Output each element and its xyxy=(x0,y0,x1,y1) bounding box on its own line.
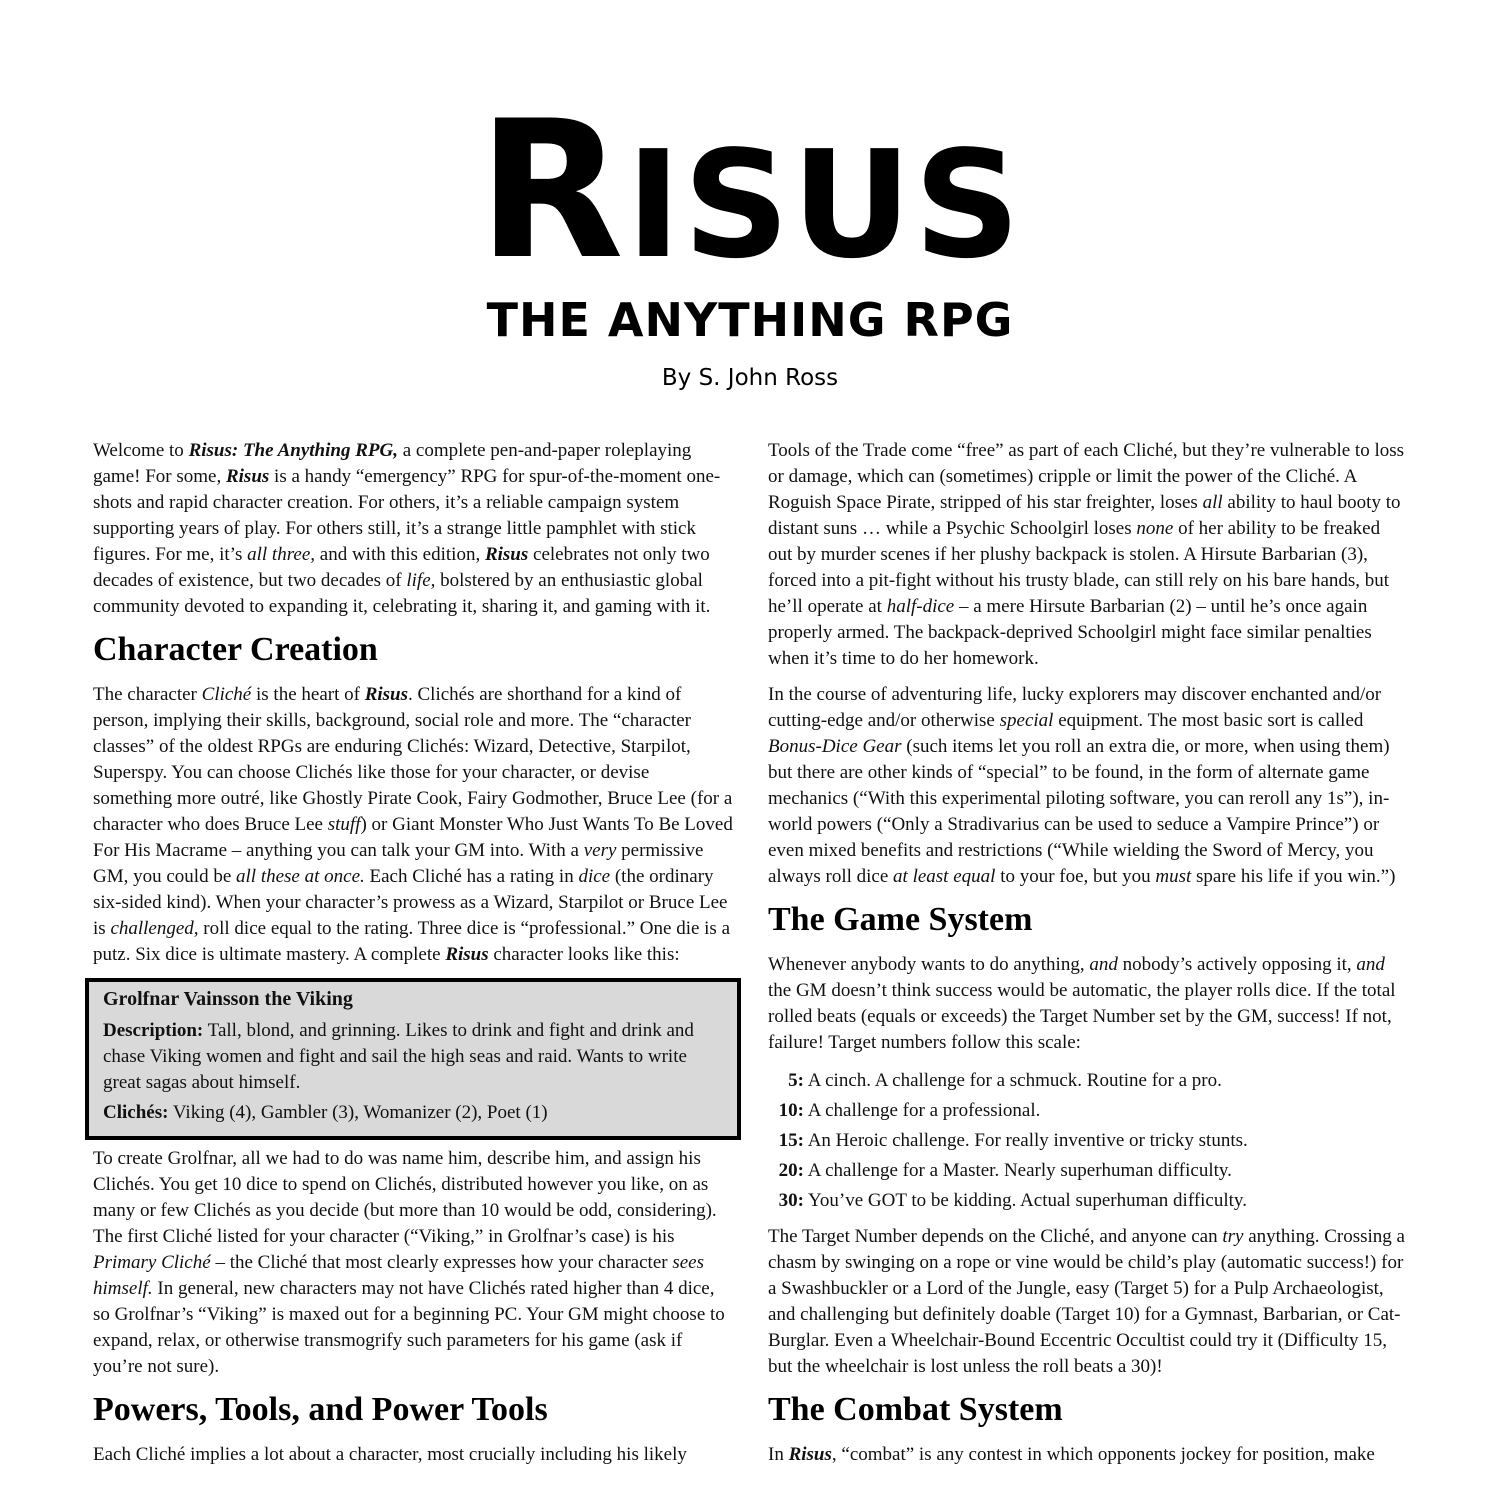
heading-character-creation: Character Creation xyxy=(93,631,378,668)
heading-game-system: The Game System xyxy=(768,901,1033,938)
create-paragraph: To create Grolfnar, all we had to do was name him, describe him, and assign his Clichés. You get 10 dice to spend on Clichés, distributed however you like, on as many or few Clichés as you decide (but more than 10 would be odd, considering). The first Cliché listed for your character (“Viking,” in Grolfnar’s case) is his Primary Cliché – the Cliché that most clearly expresses how your character sees himself. In general, new characters may not have Clichés rated higher than 4 dice, so Grolfnar’s “Viking” is maxed out for a beginning PC. Your GM might choose to expand, relax, or otherwise transmogrify such parameters for his game (ask if you’re not sure). xyxy=(93,1148,725,1377)
heading-powers-tools: Powers, Tools, and Power Tools xyxy=(93,1391,548,1428)
byline: By S. John Ross xyxy=(661,365,839,391)
scale-row: 20: A challenge for a Master. Nearly superhuman difficulty. xyxy=(778,1160,1232,1181)
heading-combat-system: The Combat System xyxy=(768,1391,1063,1428)
character-sheet-box xyxy=(85,978,741,1140)
target-number-scale xyxy=(768,1066,1408,1216)
scale-row: 30: You’ve GOT to be kidding. Actual superhuman difficulty. xyxy=(778,1190,1247,1211)
target-paragraph: The Target Number depends on the Cliché, and anyone can try anything. Crossing a chasm by swinging on a rope or vine would be child’s play (automatic success!) for a Swashbuckler or a Lord of the Jungle, easy (Target 5) for a Pulp Archaeologist, and challenging but definitely doable (Target 10) for a Gymnast, Barbarian, or Cat-Burglar. Even a Wheelchair-Bound Eccentric Occultist could try it (Difficulty 15, but the wheelchair is lost unless the roll beats a 30)! xyxy=(768,1226,1405,1377)
scale-row: 10: A challenge for a professional. xyxy=(778,1100,1041,1121)
character-description: Description: Tall, blond, and grinning. Likes to drink and fight and drink and chase Viking women and fight and sail the high seas and raid. Wants to write great sagas about himself. xyxy=(103,1020,694,1093)
right-column xyxy=(768,438,1408,1478)
gear-paragraph: In the course of adventuring life, lucky explorers may discover enchanted and/or cutting-edge and/or otherwise special equipment. The most basic sort is called Bonus-Dice Gear (such items let you roll an extra die, or more, when using them) but there are other kinds of “special” to be found, in the form of alternate game mechanics (“With this experimental piloting software, you can reroll any 1s”), in-world powers (“Only a Stradivarius can be used to seduce a Vampire Prince”) or even mixed benefits and restrictions (“While wielding the Sword of Mercy, you always roll dice at least equal to your foe, but you must spare his life if you win.”) xyxy=(768,684,1396,887)
title-rest: ISUS xyxy=(625,119,1023,291)
title-initial: R xyxy=(477,80,626,301)
character-name: Grolfnar Vainsson the Viking xyxy=(103,988,353,1010)
game-title xyxy=(0,80,1500,301)
game-paragraph: Whenever anybody wants to do anything, and nobody’s actively opposing it, and the GM doesn’t think success would be automatic, the player rolls dice. If the total rolled beats (equals or exceeds) the Target Number set by the GM, success! If not, failure! Target numbers follow this scale: xyxy=(768,954,1396,1053)
left-column xyxy=(93,438,733,1478)
subtitle: THE ANYTHING RPG xyxy=(486,293,1014,347)
cliche-paragraph: The character Cliché is the heart of Risus. Clichés are shorthand for a kind of person, implying their skills, background, social role and more. The “character classes” of the oldest RPGs are enduring Clichés: Wizard, Detective, Starpilot, Superspy. You can choose Clichés like those for your character, or devise something more outré, like Ghostly Pirate Cook, Fairy Godmother, Bruce Lee (for a character who does Bruce Lee stuff) or Giant Monster Who Just Wants To Be Loved For His Macrame – anything you can talk your GM into. With a very permissive GM, you could be all these at once. Each Cliché has a rating in dice (the ordinary six-sided kind). When your character’s prowess as a Wizard, Starpilot or Bruce Lee is challenged, roll dice equal to the rating. Three dice is “professional.” One die is a putz. Six dice is ultimate mastery. A complete Risus character looks like this: xyxy=(93,684,733,965)
tools-paragraph: Tools of the Trade come “free” as part of each Cliché, but they’re vulnerable to loss or damage, which can (sometimes) cripple or limit the power of the Cliché. A Roguish Space Pirate, stripped of his star freighter, loses all ability to haul booty to distant suns … while a Psychic Schoolgirl loses none of her ability to be freaked out by murder scenes if her plushy backpack is stolen. A Hirsute Barbarian (3), forced into a pit-fight without his trusty blade, can still rely on his bare hands, but he’ll operate at half-dice – a mere Hirsute Barbarian (2) – until he’s once again properly armed. The backpack-deprived Schoolgirl might face similar penalties when it’s time to do her homework. xyxy=(768,440,1405,669)
intro-paragraph: Welcome to Risus: The Anything RPG, a complete pen-and-paper roleplaying game! For some, Risus is a handy “emergency” RPG for spur-of-the-moment one-shots and rapid character creation. For others, it’s a reliable campaign system supporting years of play. For others still, it’s a strange little pamphlet with stick figures. For me, it’s all three, and with this edition, Risus celebrates not only two decades of existence, but two decades of life, bolstered by an enthusiastic global community devoted to expanding it, celebrating it, sharing it, and gaming with it. xyxy=(93,440,721,617)
scale-row: 5: A cinch. A challenge for a schmuck. Routine for a pro. xyxy=(788,1070,1222,1091)
scale-row: 15: An Heroic challenge. For really inventive or tricky stunts. xyxy=(778,1130,1248,1151)
powers-paragraph: Each Cliché implies a lot about a character, most crucially including his likely xyxy=(93,1444,687,1465)
combat-paragraph: In Risus, “combat” is any contest in which opponents jockey for position, make xyxy=(768,1444,1375,1465)
character-cliches: Clichés: Viking (4), Gambler (3), Womanizer (2), Poet (1) xyxy=(103,1102,548,1123)
